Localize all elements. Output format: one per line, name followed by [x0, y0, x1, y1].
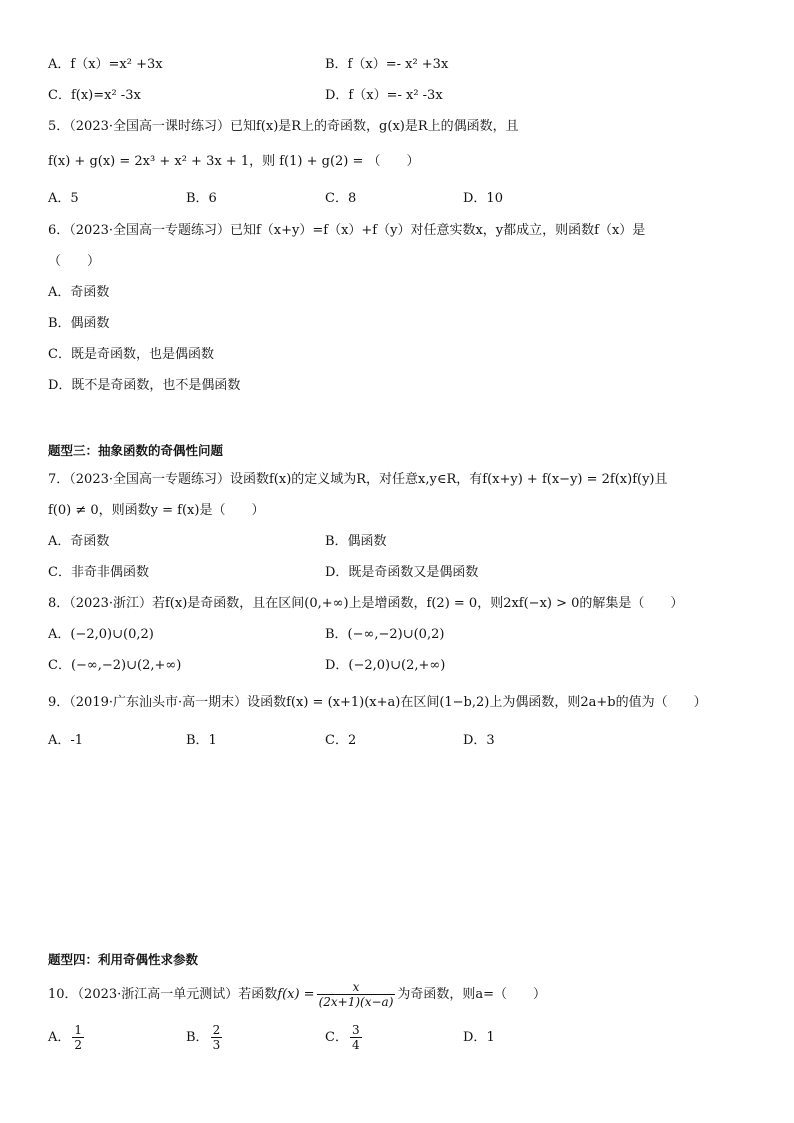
q10-option-b	[186, 1023, 224, 1053]
section-heading-4: 题型四：利用奇偶性求参数	[48, 952, 199, 967]
q10-option-c-fraction	[350, 1023, 362, 1052]
q9-option-b: B．1	[186, 733, 217, 748]
q10-option-d-label: D．	[463, 1030, 487, 1045]
q6-option-b: B．偶函数	[48, 316, 110, 331]
q9-option-a: A．-1	[48, 733, 84, 748]
q7-stem: 7．（2023·全国高一专题练习）设函数f(x)的定义域为R，对任意x,y∈R，有f(x+y) + f(x−y) = 2f(x)f(y)且	[48, 472, 668, 487]
q10-option-c-num: 3	[351, 1023, 360, 1037]
q7-option-b: B．偶函数	[325, 534, 387, 549]
q5-stem-formula: f(x) + g(x) = 2x³ + x² + 3x + 1，则 f(1) + g(2) = （ ）	[48, 154, 420, 169]
q4-option-c: C．f(x)=x² -3x	[48, 88, 141, 103]
q8-option-b: B．(−∞,−2)∪(0,2)	[325, 627, 445, 642]
q10-option-a-fraction	[72, 1023, 84, 1052]
q7-stem-formula: f(0) ≠ 0，则函数y = f(x)是（ ）	[48, 503, 265, 518]
q7-option-a: A．奇函数	[48, 534, 110, 549]
q10-option-b-label: B．	[186, 1030, 209, 1045]
q4-option-a: A．f（x）=x² +3x	[48, 57, 163, 72]
q6-option-d: D．既不是奇函数，也不是偶函数	[48, 378, 241, 393]
q9-option-c: C．2	[325, 733, 357, 748]
q6-stem: 6．（2023·全国高一专题练习）已知f（x+y）=f（x）+f（y）对任意实数x，y都成立，则函数f（x）是	[48, 223, 646, 238]
q10-option-c-label: C．	[325, 1030, 348, 1045]
q10-option-c	[325, 1023, 364, 1053]
q10-fraction	[317, 980, 396, 1009]
q9-stem: 9．（2019·广东汕头市·高一期末）设函数f(x) = (x+1)(x+a)在区间(1−b,2)上为偶函数，则2a+b的值为（ ）	[48, 695, 707, 710]
q5-stem: 5．（2023·全国高一课时练习）已知f(x)是R上的奇函数，g(x)是R上的偶函数，且	[48, 119, 519, 134]
q5-option-a: A．5	[48, 191, 79, 206]
q10-stem-prefix: 10．（2023·浙江高一单元测试）若函数	[48, 987, 278, 1002]
q4-option-d: D．f（x）=- x² -3x	[325, 88, 443, 103]
q7-option-c: C．非奇非偶函数	[48, 565, 149, 580]
q7-option-d: D．既是奇函数又是偶函数	[325, 565, 479, 580]
q10-option-c-den: 4	[351, 1038, 360, 1052]
q5-option-b: B．6	[186, 191, 217, 206]
q10-option-a	[48, 1023, 86, 1053]
q10-fx: f(x) =	[277, 987, 315, 1002]
q9-option-d: D．3	[463, 733, 495, 748]
q10-fraction-numerator: x	[352, 980, 360, 994]
q4-option-b: B．f（x）=- x² +3x	[325, 57, 449, 72]
q8-option-a: A．(−2,0)∪(0,2)	[48, 627, 154, 642]
q10-stem	[48, 978, 546, 1012]
q6-option-a: A．奇函数	[48, 285, 110, 300]
q8-option-c: C．(−∞,−2)∪(2,+∞)	[48, 658, 182, 673]
q10-option-a-num: 1	[74, 1023, 83, 1037]
q10-option-b-num: 2	[212, 1023, 221, 1037]
q6-option-c: C．既是奇函数，也是偶函数	[48, 347, 214, 362]
section-heading-3: 题型三：抽象函数的奇偶性问题	[48, 443, 224, 458]
q5-option-d: D．10	[463, 191, 503, 206]
q10-fraction-denominator: (2x+1)(x−a)	[318, 995, 394, 1009]
q8-option-d: D．(−2,0)∪(2,+∞)	[325, 658, 446, 673]
q10-option-d	[463, 1023, 495, 1053]
q6-stem-blank: （ ）	[48, 254, 101, 269]
q10-option-b-den: 3	[212, 1038, 221, 1052]
q8-stem: 8．（2023·浙江）若f(x)是奇函数，且在区间(0,+∞)上是增函数，f(2) = 0，则2xf(−x) > 0的解集是（ ）	[48, 596, 684, 611]
q10-stem-suffix: 为奇函数，则a=（ ）	[397, 987, 547, 1002]
q10-option-b-fraction	[211, 1023, 223, 1052]
q5-option-c: C．8	[325, 191, 357, 206]
q10-option-a-den: 2	[74, 1038, 83, 1052]
q10-option-a-label: A．	[48, 1030, 71, 1045]
q10-option-d-text: 1	[486, 1030, 495, 1045]
